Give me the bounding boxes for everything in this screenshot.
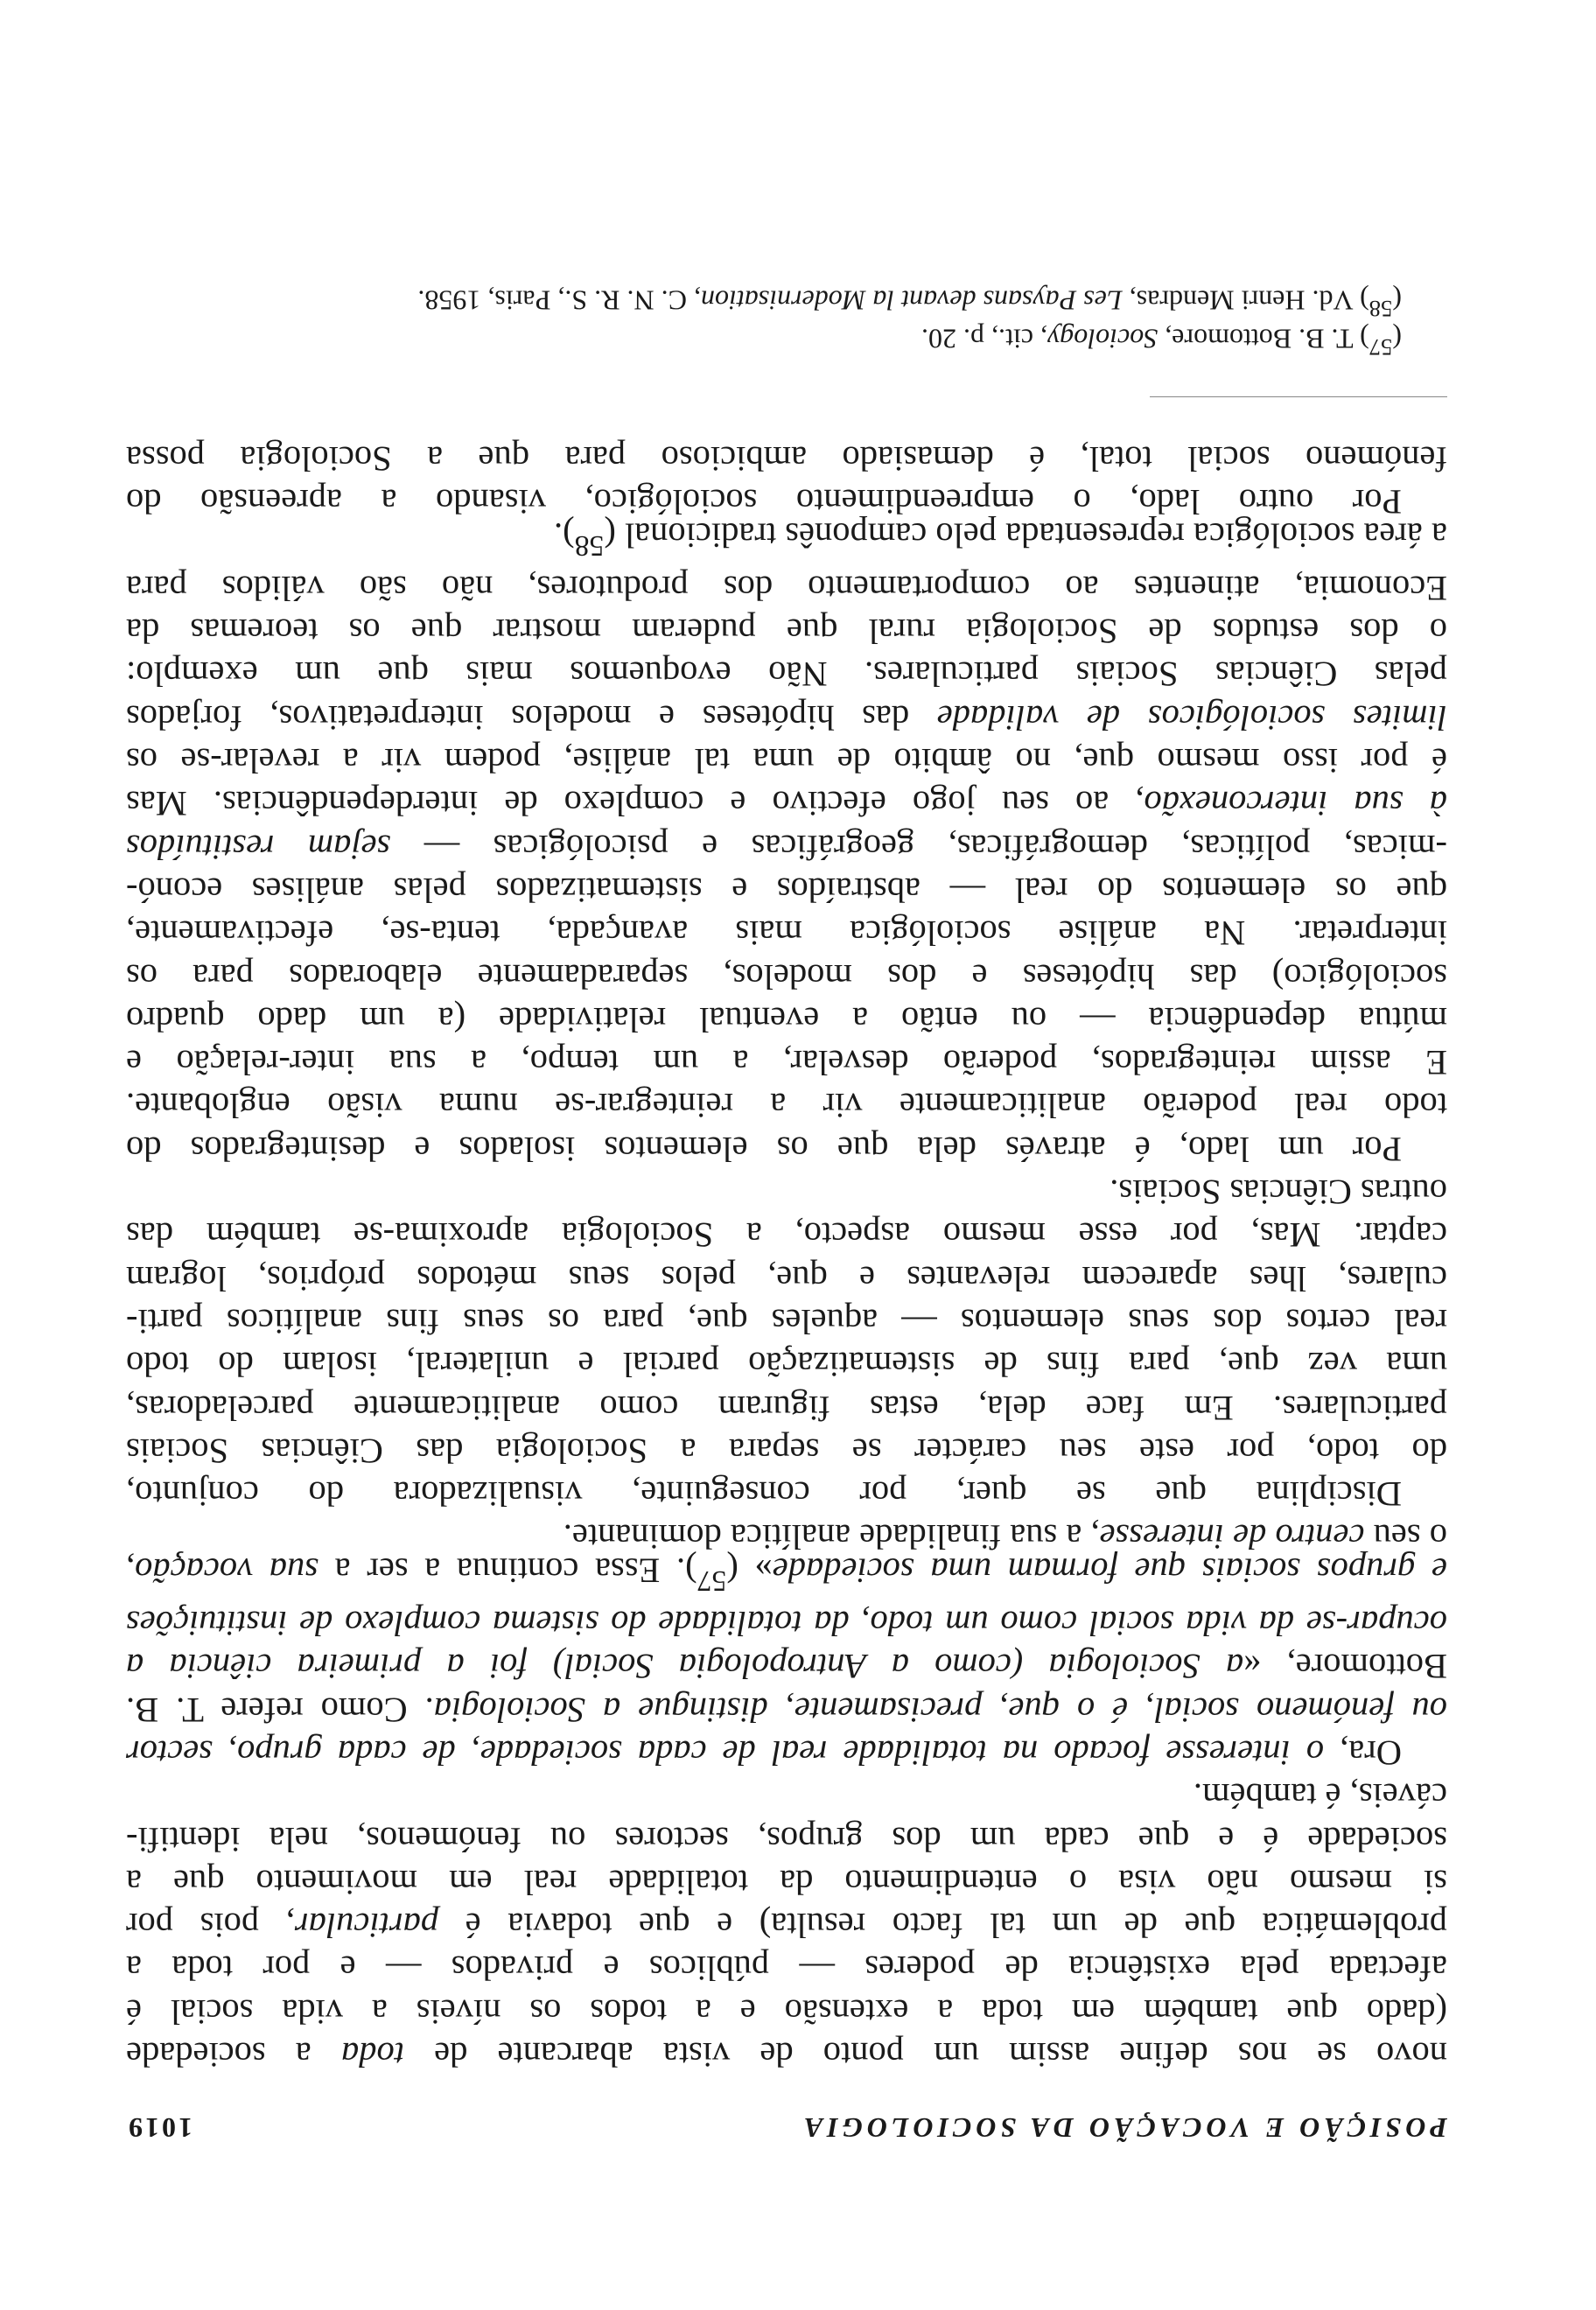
footnote: ($^{58}$) Vd. Henri Mendras, Les Paysans devant la Modernisation, C. N. R. S., Paris, 1958. xyxy=(417,284,1402,322)
text-line: Disciplina que se quer, por conseguinte, visualizadora do conjunto, xyxy=(126,1474,1402,1515)
text-line: problemática que de um tal facto resulta) e que todavia é particular, pois por xyxy=(126,1906,1447,1946)
text-line: sociedade é e que cada um dos grupos, sectores ou fenómenos, nela identifi- xyxy=(126,1819,1447,1859)
body-text xyxy=(126,438,1447,2076)
text-line: e grupos sociais que formam uma sociedade» ($^{57}$). Essa continua a ser a sua vocação, xyxy=(126,1550,1447,1597)
text-line: Por um lado, é através dela que os elementos isolados e desintegrados do xyxy=(126,1129,1402,1169)
running-head xyxy=(126,2111,1447,2144)
page-number: 1019 xyxy=(126,2112,192,2144)
text-line: limites sociológicos de validade das hipóteses e modelos interpretativos, forjados xyxy=(126,697,1447,738)
text-line: o dos estudos de Sociologia rural que puderam mostrar que os teoremas da xyxy=(126,612,1447,652)
text-line: todo real poderão analiticamente vir a reintegrar-se numa visão englobante. xyxy=(126,1086,1447,1126)
running-head-title: POSIÇÃO E VOCAÇÃO DA SOCIOLOGIA xyxy=(799,2112,1447,2144)
text-line: -micas, políticas, demográficas, geográficas e psicológicas — sejam restituídos xyxy=(126,827,1447,867)
text-line: culares, lhes aparecem relevantes e que, pelos seus métodos próprios, logram xyxy=(126,1258,1447,1298)
text-line: cáveis, é também. xyxy=(1193,1776,1447,1816)
text-line: (dado que também em toda a extensão e a todos os níveis a vida social é xyxy=(126,1992,1447,2032)
text-line: interpretar. Na análise sociológica mais avançada, tenta-se, efectivamente, xyxy=(126,914,1447,954)
text-line: a área sociológica representada pelo camponês tradicional ($^{58}$). xyxy=(553,515,1447,562)
text-line: si mesmo não visa o entendimento da totalidade real em movimento que a xyxy=(126,1862,1447,1902)
text-line: outras Ciências Sociais. xyxy=(1110,1172,1447,1213)
text-line: particulares. Em face dela, estas figuram como analiticamente parceladoras, xyxy=(126,1388,1447,1428)
text-line: Por outro lado, o empreendimento sociológico, visando a apreensão do xyxy=(126,482,1402,522)
text-line: ou fenómeno social, é o que, precisamente, distingue a Sociologia. Como refere T. B. xyxy=(125,1690,1447,1730)
text-line: o seu centro de interesse, a sua finalidade analítica dominante. xyxy=(563,1517,1447,1558)
text-line: à sua interconexão, ao seu jogo efectivo e complexo de interdependências. Mas xyxy=(126,784,1447,824)
text-line: real certos dos seus elementos — aqueles que, para os seus fins analíticos parti- xyxy=(126,1301,1447,1341)
text-line: Ora, o interesse focado na totalidade real de cada sociedade, de cada grupo, sector xyxy=(126,1732,1402,1773)
text-line: Economia, atinentes ao comportamento dos produtores, não são válidos para xyxy=(126,568,1447,608)
footnote: ($^{57}$) T. B. Bottomore, Sociology, cit., p. 20. xyxy=(921,323,1402,360)
text-line: fenómeno social total, é demasiado ambicioso para que a Sociologia possa xyxy=(126,439,1447,480)
page-content xyxy=(125,284,1447,2144)
text-line: do todo, por este seu carácter se separa a Sociologia das Ciências Sociais xyxy=(126,1431,1447,1471)
text-line: mútua dependência — ou então a eventual relatividade (a um dado quadro xyxy=(126,999,1447,1040)
footnote-rule xyxy=(1150,396,1447,397)
text-line: captar. Mas, por esse mesmo aspecto, a Sociologia aproxima-se também das xyxy=(126,1215,1447,1256)
text-line: Bottomore, «a Sociologia (como a Antropologia Social) foi a primeira ciência a xyxy=(126,1647,1447,1687)
text-line: pelas Ciências Sociais particulares. Não evoquemos mais que um exemplo: xyxy=(126,654,1447,695)
footnotes xyxy=(126,284,1447,367)
text-line: afectada pela existência de poderes — públicos e privados — e por toda a xyxy=(126,1949,1447,1989)
text-line: sociológico) das hipóteses e dos modelos, separadamente elaborados para os xyxy=(126,956,1447,997)
text-line: uma vez que, para fins de sistematização parcial e unilateral, isolam do todo xyxy=(126,1345,1447,1385)
text-line: E assim reintegrados, poderão desvelar, a um tempo, a sua inter-relação e xyxy=(126,1043,1447,1083)
text-line: novo se nos define assim um ponto de vista abarcante de toda a sociedade xyxy=(126,2035,1447,2075)
text-line: é por isso mesmo que, no âmbito de uma tal análise, podem vir a revelar-se os xyxy=(126,741,1447,781)
text-line: que os elementos do real — abstraídos e sistematizados pelas análises econó- xyxy=(126,870,1447,910)
text-line: ocupar-se da vida social como um todo, da totalidade do sistema complexo de instituições xyxy=(126,1604,1447,1644)
